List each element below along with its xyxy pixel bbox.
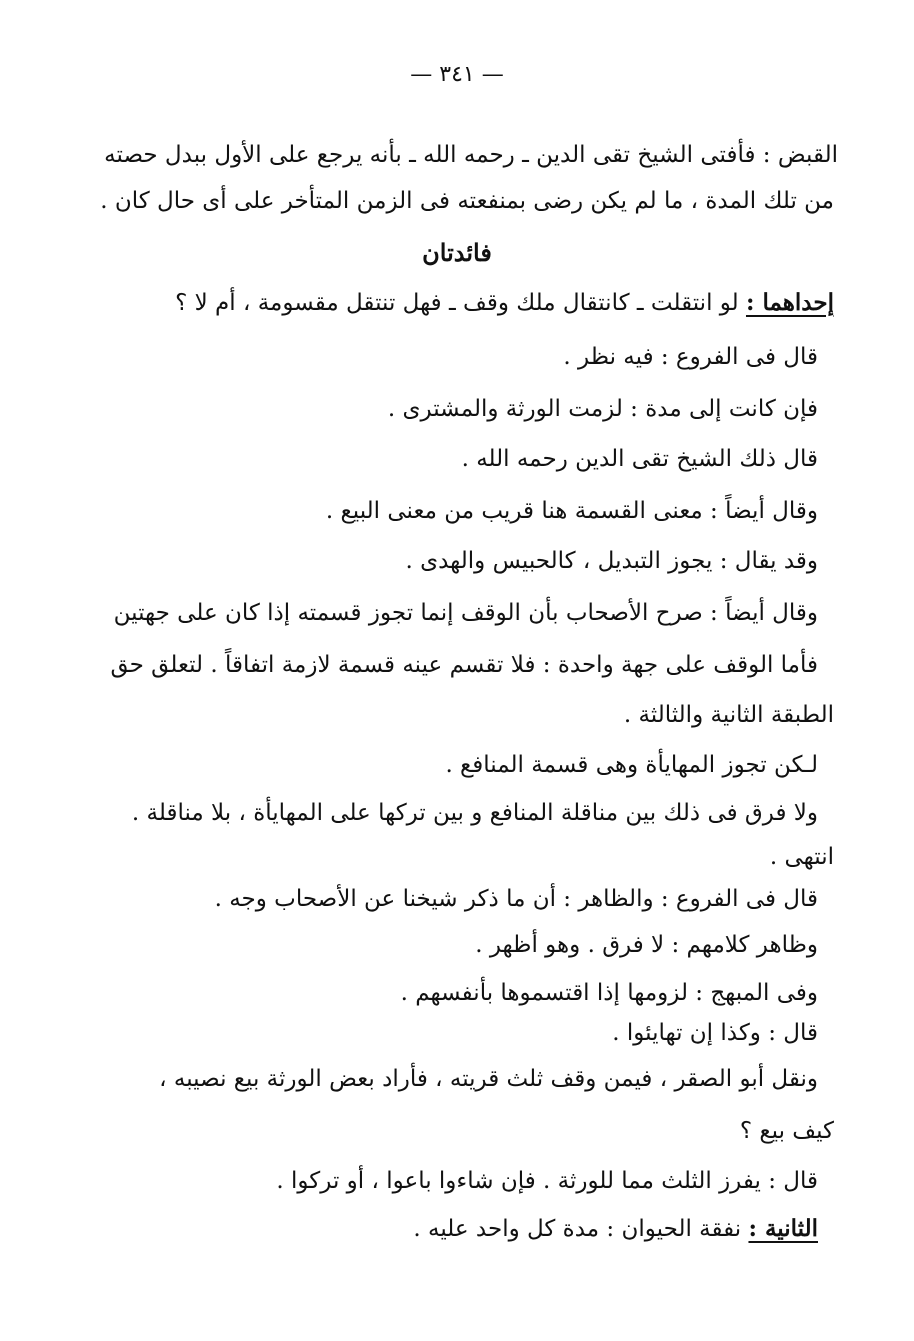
text-line: قال فى الفروع : فيه نظر . bbox=[563, 344, 818, 370]
text-line bbox=[413, 1214, 818, 1244]
text-line: قال : وكذا إن تهايئوا . bbox=[612, 1020, 818, 1046]
text-line: كيف بيع ؟ bbox=[739, 1118, 834, 1144]
page-number: — ٣٤١ — bbox=[410, 62, 504, 87]
text-line: قال فى الفروع : والظاهر : أن ما ذكر شيخنا عن الأصحاب وجه . bbox=[214, 886, 818, 912]
text-line: قال : يفرز الثلث مما للورثة . فإن شاءوا باعوا ، أو تركوا . bbox=[276, 1168, 818, 1194]
text-line bbox=[175, 288, 834, 318]
text-line: وقد يقال : يجوز التبديل ، كالحبيس والهدى . bbox=[405, 548, 818, 574]
text-line: فأما الوقف على جهة واحدة : فلا تقسم عينه قسمة لازمة اتفاقاً . لتعلق حق bbox=[110, 652, 818, 678]
text-line: انتهى . bbox=[769, 844, 834, 870]
text-line: الطبقة الثانية والثالثة . bbox=[623, 702, 834, 728]
text-line: وقال أيضاً : معنى القسمة هنا قريب من معنى البيع . bbox=[325, 498, 818, 524]
text-line: لـكن تجوز المهايأة وهى قسمة المنافع . bbox=[445, 752, 818, 778]
text-line: قال ذلك الشيخ تقى الدين رحمه الله . bbox=[461, 446, 818, 472]
term-first: إحداهما : bbox=[745, 289, 834, 316]
text-line-body: نفقة الحيوان : مدة كل واحد عليه . bbox=[413, 1216, 742, 1242]
text-line: فإن كانت إلى مدة : لزمت الورثة والمشترى . bbox=[387, 396, 818, 422]
section-heading: فائدتان bbox=[422, 238, 492, 267]
text-line: ونقل أبو الصقر ، فيمن وقف ثلث قريته ، فأراد بعض الورثة بيع نصيبه ، bbox=[159, 1066, 818, 1092]
text-line: القبض : فأفتى الشيخ تقى الدين ـ رحمه الله ـ بأنه يرجع على الأول ببدل حصته bbox=[104, 142, 838, 168]
text-line-body: لو انتقلت ـ كانتقال ملك وقف ـ فهل تنتقل مقسومة ، أم لا ؟ bbox=[175, 290, 739, 316]
text-line: وظاهر كلامهم : لا فرق . وهو أظهر . bbox=[475, 932, 818, 958]
text-line: ولا فرق فى ذلك بين مناقلة المنافع و بين تركها على المهايأة ، بلا مناقلة . bbox=[131, 800, 818, 826]
text-line: من تلك المدة ، ما لم يكن رضى بمنفعته فى الزمن المتأخر على أى حال كان . bbox=[100, 188, 834, 214]
text-line: وقال أيضاً : صرح الأصحاب بأن الوقف إنما تجوز قسمته إذا كان على جهتين bbox=[113, 600, 818, 626]
text-line: وفى المبهج : لزومها إذا اقتسموها بأنفسهم . bbox=[400, 980, 818, 1006]
term-second: الثانية : bbox=[748, 1215, 818, 1242]
